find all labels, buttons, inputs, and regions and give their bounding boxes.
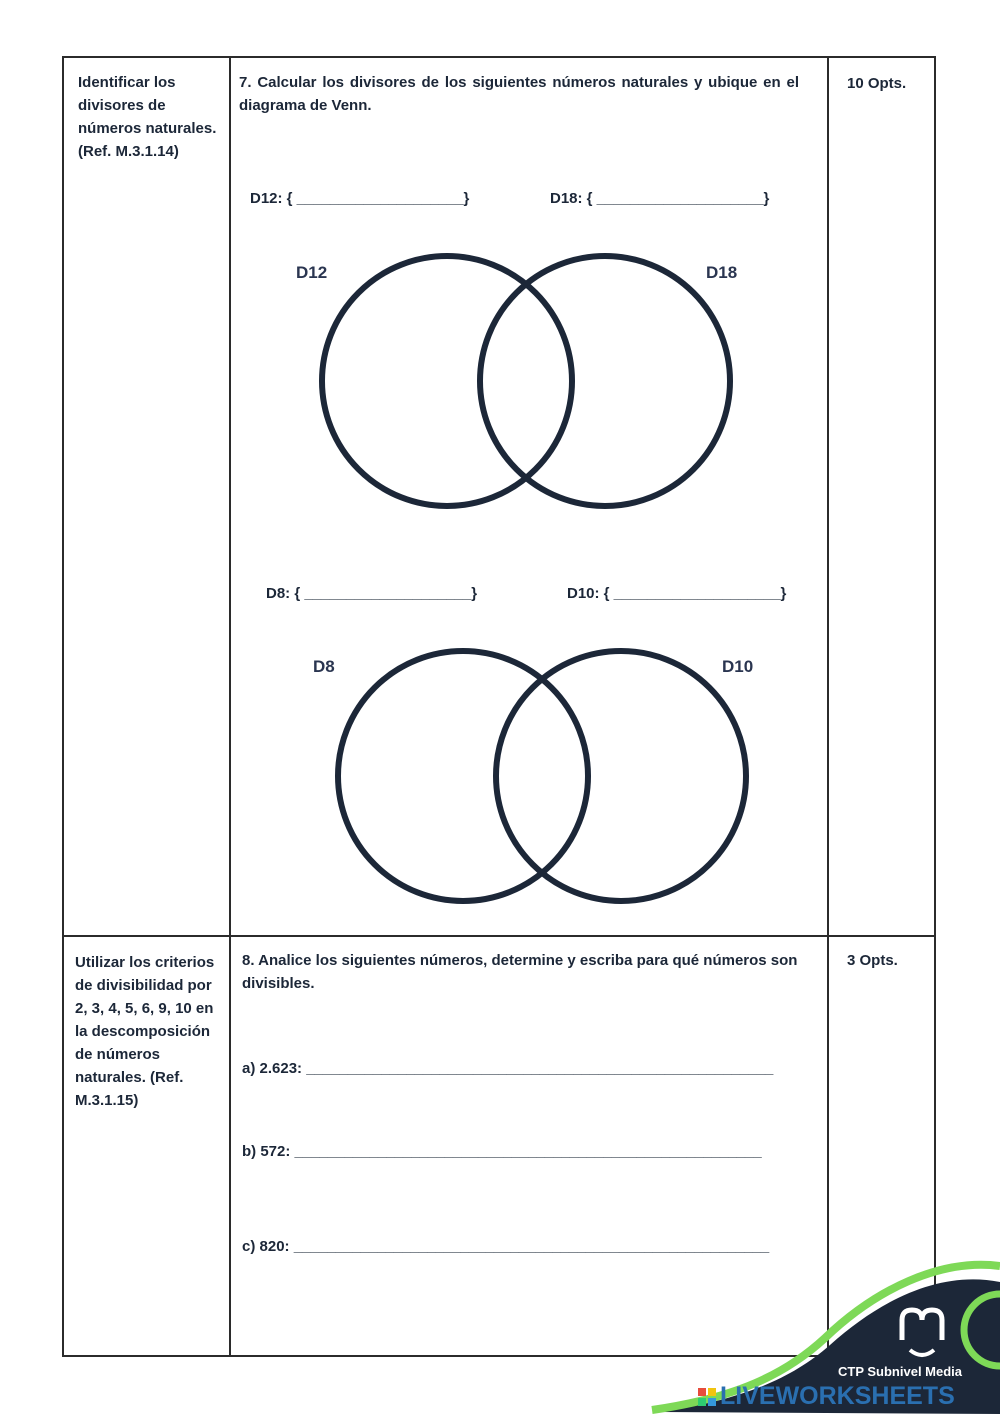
venn-circle-d10[interactable] [496,651,746,901]
venn-label-d12: D12 [296,263,328,282]
venn-circle-d12[interactable] [322,256,572,506]
row1-points: 10 Opts. [847,75,907,92]
d18-set-line[interactable]: D18: { ____________________} [550,190,770,207]
answer-line-b[interactable]: b) 572: ________________________________________________________ [242,1143,762,1160]
venn-label-d18: D18 [706,263,738,282]
liveworksheets-grid-icon [698,1388,716,1406]
d8-set-line[interactable]: D8: { ____________________} [266,585,478,602]
liveworksheets-badge[interactable] [698,1382,955,1411]
venn-circle-d8[interactable] [338,651,588,901]
venn-label-d10: D10 [722,657,754,676]
table-left-border [62,56,64,1356]
answer-line-c[interactable]: c) 820: _________________________________________________________ [242,1238,770,1255]
table-row-divider [62,935,935,937]
answer-line-a[interactable]: a) 2.623: ________________________________________________________ [242,1060,774,1077]
brand-org-name: CTP Subnivel Media [838,1364,963,1379]
venn-label-d8: D8 [313,657,335,676]
liveworksheets-logo-text: LIVEWORKSHEETS [720,1382,955,1410]
table-col-divider-2 [827,56,829,1356]
table-col-divider-1 [229,56,231,1356]
table-right-border [934,56,936,1296]
venn-circle-d18[interactable] [480,256,730,506]
row2-points: 3 Opts. [847,952,898,969]
d10-set-line[interactable]: D10: { ____________________} [567,585,787,602]
table-top-border [62,56,935,58]
d12-set-line[interactable]: D12: { ____________________} [250,190,470,207]
row2-question: 8. Analice los siguientes números, determine y escriba para qué números son divisibles. [242,952,798,992]
venn-diagram-top [300,240,760,520]
row1-objective: Identificar los divisores de números naturales. (Ref. M.3.1.14) [78,74,217,160]
row1-question: 7. Calcular los divisores de los siguientes números naturales y ubique en el diagrama de Venn. [239,74,799,114]
venn-diagram-bottom [316,636,776,916]
row2-objective: Utilizar los criterios de divisibilidad por 2, 3, 4, 5, 6, 9, 10 en la descomposición de números naturales. (Ref. M.3.1.15) [75,954,215,1109]
